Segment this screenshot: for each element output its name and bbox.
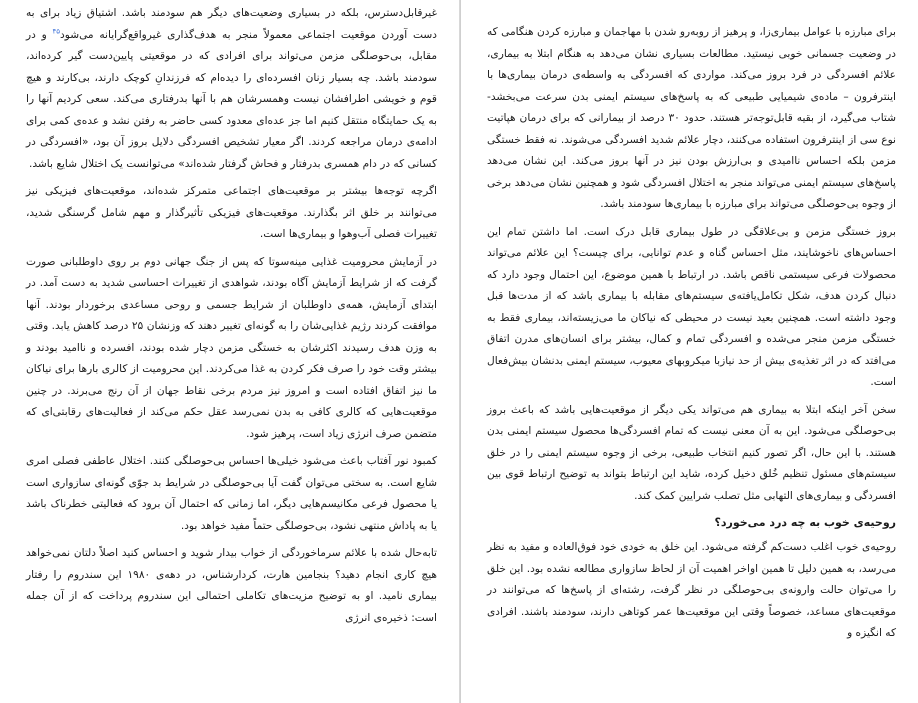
left-page bbox=[2, 0, 460, 703]
paragraph: برای مبارزه با عوامل بیماری‌زا، و پرهیز از روبه‌رو شدن با مهاجمان و مبارزه کردن هنگامی که در وضعیت جسمانی خوبی نیستید. مطالعات بسیاری نشان می‌دهد به هنگام ابتلا به بیماری، علائم افسردگی در فرد بروز می‌کند. مواردی که افسردگی به واسطه‌ی درمان بیماری‌ها با اینترفرون – ماده‌ی شیمیایی طبیعی که به پاسخ‌های سیستم ایمنی بدن سرعت می‌بخشد- شتاب می‌گیرد، از بقیه قابل‌توجه‌تر هستند. حدود ۳۰ درصد از بیمارانی که برای درمان هپاتیت نوع سی از اینترفرون استفاده می‌کنند، دچار علائم شدید افسردگی می‌شوند. نه فقط خستگی مزمن بلکه احساس ناامیدی و بی‌ارزش بودن نیز در آنها بروز می‌کند. این نشان می‌دهد پاسخ‌های سیستم ایمنی می‌تواند منجر به اختلال افسردگی شود و همچنین نشان می‌دهد برخی از وجوه بی‌حوصلگی می‌تواند برای مبارزه با بیماری‌ها سودمند باشد. bbox=[487, 26, 896, 210]
paragraph: بروز خستگی مزمن و بی‌علاقگی در طول بیماری قابل درک است. اما داشتن تمام این احساس‌های ناخوشایند، مثل احساس گناه و عدم توانایی، برای چیست؟ این علائم می‌تواند محصولات فرعی سیستمی ناقص باشد. در ارتباط با همین موضوع، این احتمال وجود دارد که دنبال کردن هدف، شکل تکامل‌یافته‌ی سیستم‌های مقابله با بیماری باشد که از مدت‌ها قبل وجود داشته است. همچنین بعید نیست در محیطی که نیاکان ما می‌زیسته‌اند، بیماری فقط به خستگی مزمن منجر می‌شده و افسردگی تمام و کمال، بیشتر برای انسان‌های مدرن اتفاق می‌افتد که در اثر تغذیه‌ی بیش از حد نیازبا میکروبهای معیوب، سیستم ایمنی بدنشان بیش‌فعال است. bbox=[487, 225, 896, 388]
paragraph: در آزمایش محرومیت غذایی مینه‌سوتا که پس از جنگ جهانی دوم بر روی داوطلبانی صورت گرفت که از شرایط آزمایش آگاه بودند، شواهدی از تغییرات احساسی شدید به دست آمد. در ابتدای آزمایش، همه‌ی داوطلبان از شرایط جسمی و روحی مساعدی برخوردار بودند. آنها موافقت کردند رژیم غذایی‌شان را به گونه‌ای تغییر دهند که وزنشان ۲۵ درصد کاهش یابد. وقتی به وزن هدف رسیدند اکثرشان به خستگی مزمن دچار شده بودند، افسرده و ناامید بودند و بیشتر وقت خود را صرف فکر کردن به غذا می‌کردند. این محرومیت از کالری بارها برای نیاکان ما نیز اتفاق افتاده است و امروز نیز مردم برخی نقاط جهان از آن رنج می‌برند. در چنین موقعیت‌هایی که کالری کافی به بدن نمی‌رسد عقل حکم می‌کند از فعالیت‌های رقابتی‌ای که متضمن صرف انرژی زیاد است، پرهیز شود. bbox=[26, 255, 437, 440]
footnote-marker[interactable]: ۴۵ bbox=[52, 26, 61, 35]
paragraph: روحیه‌ی خوب اغلب دست‌کم گرفته می‌شود. این خلق به خودی خود فوق‌العاده و مفید به نظر می‌رسد، به همین دلیل تا همین اواخر اهمیت آن از لحاظ سازواری مطالعه نشده بود. این خلق را می‌توان حالت وارونه‌ی بی‌حوصلگی در نظر گرفت، رشته‌ای از پاسخ‌ها که می‌توانند در موقعیت‌های مساعد، خصوصاً وقتی این موقعیت‌ها عمر کوتاهی دارند، سودمند باشند. افرادی که انگیزه و bbox=[487, 541, 896, 639]
paragraph: کمبود نور آفتاب باعث می‌شود خیلی‌ها احساس بی‌حوصلگی کنند. اختلال عاطفی فصلی امری شایع است. به سختی می‌توان گفت آیا بی‌حوصلگی در شرایط بد جوّی گونه‌ای سازواری است یا محصول فرعی مکانیسم‌هایی دیگر، اما زمانی که احتمال آن برود که فعالیتی خطرناک باشد یا به پاداش منتهی نشود، بی‌حوصلگی حتماً مفید خواهد بود. bbox=[26, 455, 437, 532]
paragraph: تابه‌حال شده با علائم سرماخوردگی از خواب بیدار شوید و احساس کنید اصلاً دلتان نمی‌خواهد هیچ کاری انجام دهید؟ بنجامین هارت، کردارشناس، در دهه‌ی ۱۹۸۰ این سندروم را رفتار بیماری نامید. او به توضیح مزیت‌های تکاملی احتمالی این سندروم پرداخت که از آن جمله است: ذخیره‌ی انرژی bbox=[26, 547, 437, 624]
paragraph: اگرچه توجه‌ها بیشتر بر موقعیت‌های اجتماعی متمرکز شده‌اند، موقعیت‌های فیزیکی نیز می‌توانند بر خلق اثر بگذارند. موقعیت‌های فیزیکی تأثیرگذار و مهم شامل گرسنگی شدید، تغییرات فصلی آب‌وهوا و بیماری‌ها است. bbox=[26, 185, 437, 240]
paragraph-part: و در مقابل، بی‌حوصلگی مزمن می‌تواند برای افرادی که در موقعیتی پایین‌دست گیر کرده‌اند، سودمند باشد. چه بسیار زنان افسرده‌ای را دیده‌ام که فرزندانِ کوچک دارند، بی‌کارند و هیچ قوم و خویشی اطرافشان نیست وهمسرشان هم با آنها بدرفتاری می‌کند. سعی کردیم آنها را به یک حمایتگاه منتقل کنیم اما جز عده‌ای معدود کسی حاضر به رفتن نشد و عده‌ی کمی برای ادامه‌ی درمان مراجعه کردند. اگر معیار تشخیص افسردگی دلایل بروز آن بود، «افسردگی در کسانی که در دام همسری بدرفتار و فحاش گرفتار شده‌اند» می‌توانست یک اختلال شایع باشد. bbox=[26, 28, 437, 170]
paragraph bbox=[26, 3, 437, 175]
paragraph: سخن آخر اینکه ابتلا به بیماری هم می‌تواند یکی دیگر از موقعیت‌هایی باشد که باعث بروز بی‌حوصلگی می‌شود. این به آن معنی نیست که تمام افسردگی‌ها محصول سیستم ایمنی بدن هستند. با این حال، اگر تصور کنیم انتخاب طبیعی، برخی از وجوه سیستم ایمنی را در خلق سیستم‌های مسئول تنظیم خُلق دخیل کرده، شاید این ارتباط بتواند به توضیح ارتباط قوی بین افسردگی و بیماری‌های التهابی مثل تصلب شرایین کمک کند. bbox=[487, 403, 896, 502]
paragraph-part: غیرقابل‌دسترس، بلکه در بسیاری وضعیت‌های دیگر هم سودمند باشد. اشتیاق زیاد برای به دست آوردن موقعیت اجتماعی معمولاً منجر به هدف‌گذاری غیرواقع‌گرایانه می‌شود bbox=[26, 7, 437, 41]
section-heading: روحیه‌ی خوب به چه درد می‌خورد؟ bbox=[714, 516, 896, 529]
right-page bbox=[460, 0, 918, 703]
